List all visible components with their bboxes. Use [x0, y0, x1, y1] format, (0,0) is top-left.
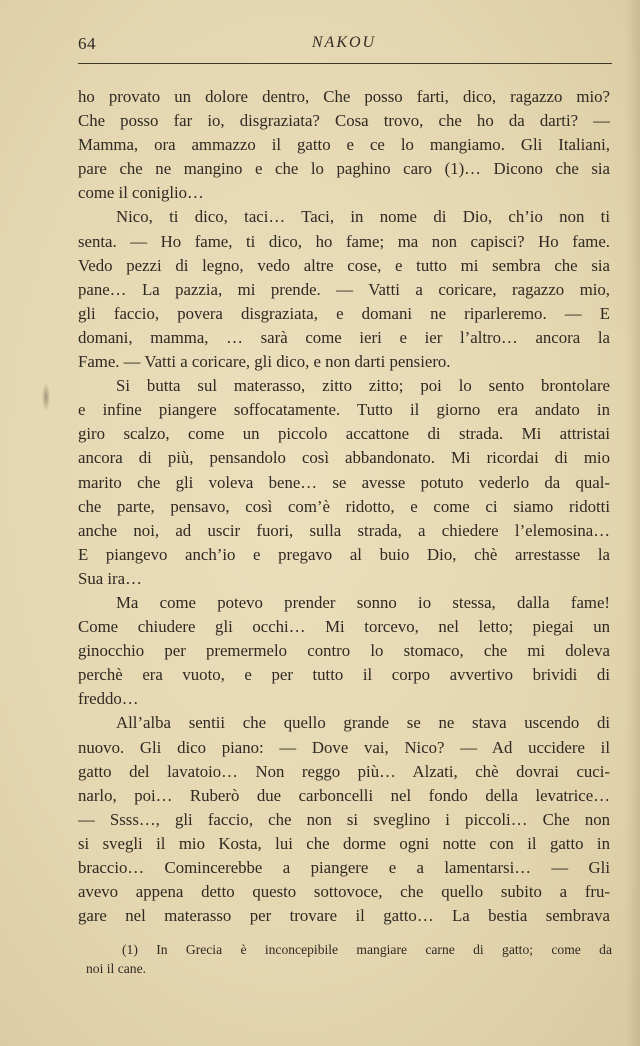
text-line: domani, mamma, … sarà come ieri e ier l’altro… ancora la — [78, 327, 610, 347]
text-line: perchè era vuoto, e per tutto il corpo avvertivo brividi di — [78, 665, 610, 685]
margin-smudge — [42, 383, 50, 411]
text-line: avevo appena detto questo sottovoce, che quello subito a fru- — [78, 882, 610, 902]
text-line: Vedo pezzi di legno, vedo altre cose, e tutto mi sembra che sia — [78, 255, 610, 275]
footnote-line: noi il cane. — [86, 961, 147, 976]
text-line: Mamma, ora ammazzo il gatto e ce lo mangiamo. Gli Italiani, — [78, 135, 610, 155]
text-line: E piangevo anch’io e pregavo al buio Dio, chè arrestasse la — [78, 544, 610, 564]
text-line: ginocchio per premermelo contro lo stomaco, che mi doleva — [78, 641, 610, 661]
text-line: Sua ira… — [78, 568, 142, 588]
text-line: si svegli il mio Kosta, lui che dorme ogni notte con il gatto in — [78, 833, 610, 853]
text-line: pare che ne mangino e che lo paghino caro (1)… Dicono che sia — [78, 159, 610, 179]
text-line: che parte, pensavo, così com’è ridotto, e come ci siamo ridotti — [78, 496, 610, 516]
text-line: gatto del lavatoio… Non reggo più… Alzati, chè dovrai cuci- — [78, 761, 610, 781]
text-line: ho provato un dolore dentro, Che posso farti, dico, ragazzo mio? — [78, 87, 610, 106]
text-line: Che posso far io, disgraziata? Cosa trovo, che ho da darti? — — [78, 111, 610, 131]
text-line: Fame. — Vatti a coricare, gli dico, e non darti pensiero. — [78, 352, 451, 372]
text-line: nuovo. Gli dico piano: — Dove vai, Nico? — Ad uccidere il — [78, 737, 610, 757]
text-line: Ma come potevo prender sonno io stessa, dalla fame! — [116, 592, 610, 612]
page-number: 64 — [78, 34, 96, 53]
text-line: Si butta sul materasso, zitto zitto; poi lo sento brontolare — [116, 376, 610, 396]
text-line: — Ssss…, gli faccio, che non si sveglino i piccoli… Che non — [78, 809, 610, 829]
page-edge-shadow — [626, 0, 640, 1046]
text-line: braccio… Comincerebbe a piangere e a lamentarsi… — Gli — [78, 858, 610, 877]
text-line: ancora di più, pensandolo così abbandonato. Mi ricordai di mio — [78, 448, 610, 468]
text-line: gli faccio, povera disgraziata, e domani ne riparleremo. — E — [78, 303, 610, 323]
text-line: Nico, ti dico, taci… Taci, in nome di Dio, ch’io non ti — [116, 207, 610, 227]
running-title: NAKOU — [311, 34, 377, 51]
body-text — [78, 85, 610, 928]
page-header — [78, 34, 610, 60]
text-line: come il coniglio… — [78, 183, 204, 203]
footnote-line: (1) In Grecia è inconcepibile mangiare carne di gatto; come da — [122, 942, 612, 957]
text-line: pane… La pazzia, mi prende. — Vatti a coricare, ragazzo mio, — [78, 279, 610, 299]
text-line: senta. — Ho fame, ti dico, ho fame; ma non capisci? Ho fame. — [78, 231, 610, 251]
header-rule — [78, 63, 612, 64]
text-line: gare nel materasso per trovare il gatto… La bestia sembrava — [78, 906, 610, 926]
text-line: All’alba sentii che quello grande se ne stava uscendo di — [116, 713, 610, 733]
text-line: Come chiudere gli occhi… Mi torcevo, nel letto; piegai un — [78, 617, 610, 637]
text-line: freddo… — [78, 689, 139, 709]
text-line: marito che gli voleva bene… se avesse potuto vederlo da qual- — [78, 472, 610, 492]
footnote — [86, 940, 612, 978]
text-line: e infine piangere soffocatamente. Tutto il giorno era andato in — [78, 400, 610, 420]
text-line: narlo, poi… Ruberò due carboncelli nel fondo della levatrice… — [78, 785, 610, 805]
text-line: giro scalzo, come un piccolo accattone di strada. Mi attristai — [78, 424, 610, 444]
text-line: anche noi, ad uscir fuori, sulla strada, a chiedere l’elemosina… — [78, 520, 610, 540]
